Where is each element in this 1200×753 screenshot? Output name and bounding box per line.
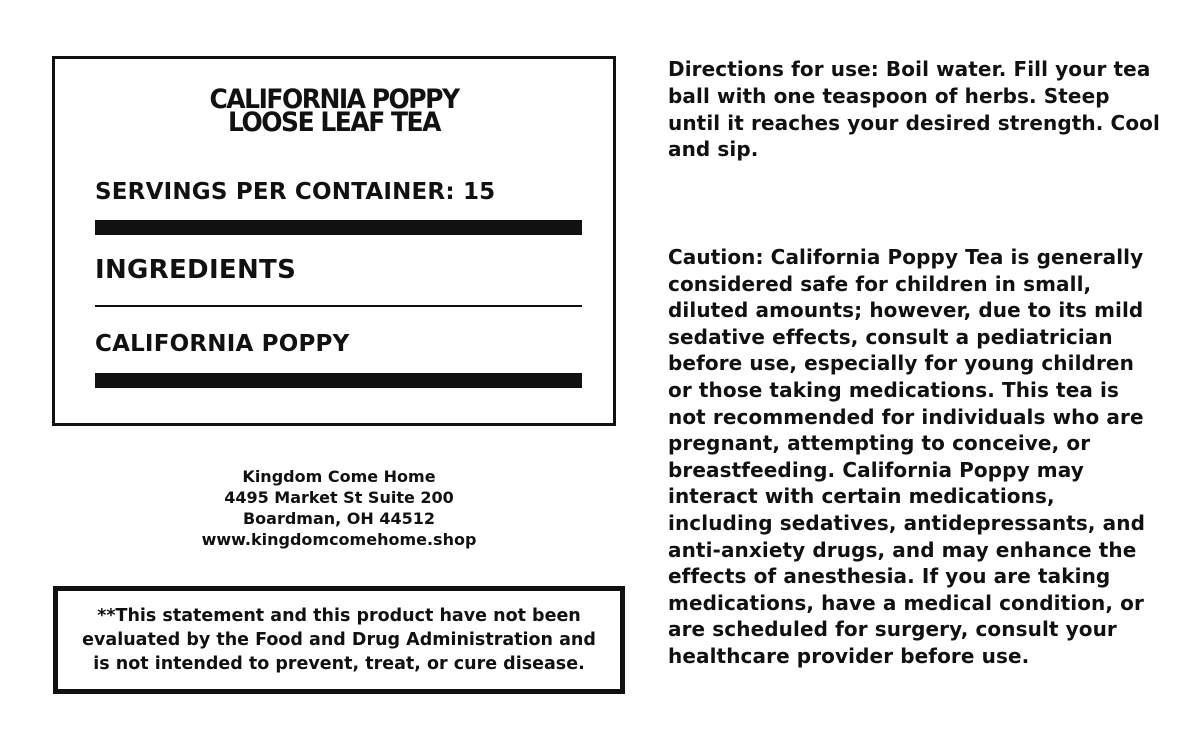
product-title-line-2: LOOSE LEAF TEA	[228, 106, 440, 138]
thick-divider	[95, 373, 582, 388]
thin-divider	[95, 305, 582, 307]
ingredients-heading: INGREDIENTS	[95, 255, 297, 285]
fda-disclaimer-box	[53, 586, 625, 694]
directions-for-use: Directions for use: Boil water. Fill your tea ball with one teaspoon of herbs. Steep until it reaches your desired strength. Cool and sip.	[668, 57, 1160, 162]
company-name: Kingdom Come Home	[242, 467, 436, 486]
product-title	[55, 83, 613, 138]
street-address: 4495 Market St Suite 200	[224, 488, 454, 507]
company-address	[52, 466, 626, 550]
caution-statement: Caution: California Poppy Tea is generally considered safe for children in small, diluted amounts; however, due to its mild sedative effects, consult a pediatrician before use, especially for young children or those taking medications. This tea is not recommended for individuals who are pregnant, attempting to conceive, or breastfeeding. California Poppy may interact with certain medications, including sedatives, antidepressants, and anti-anxiety drugs, and may enhance the effects of anesthesia. If you are taking medications, have a medical condition, or are scheduled for surgery, consult your healthcare provider before use.	[668, 245, 1145, 668]
website-url: www.kingdomcomehome.shop	[201, 530, 477, 549]
servings-per-container: SERVINGS PER CONTAINER: 15	[95, 179, 496, 205]
product-title-line-1: CALIFORNIA POPPY	[209, 83, 459, 115]
thick-divider	[95, 220, 582, 235]
fda-disclaimer-text: **This statement and this product have not been evaluated by the Food and Drug Administration and is not intended to prevent, treat, or cure disease.	[82, 606, 596, 674]
ingredient-item: CALIFORNIA POPPY	[95, 331, 350, 357]
nutrition-label-panel	[52, 56, 616, 426]
city-state-zip: Boardman, OH 44512	[242, 509, 436, 528]
